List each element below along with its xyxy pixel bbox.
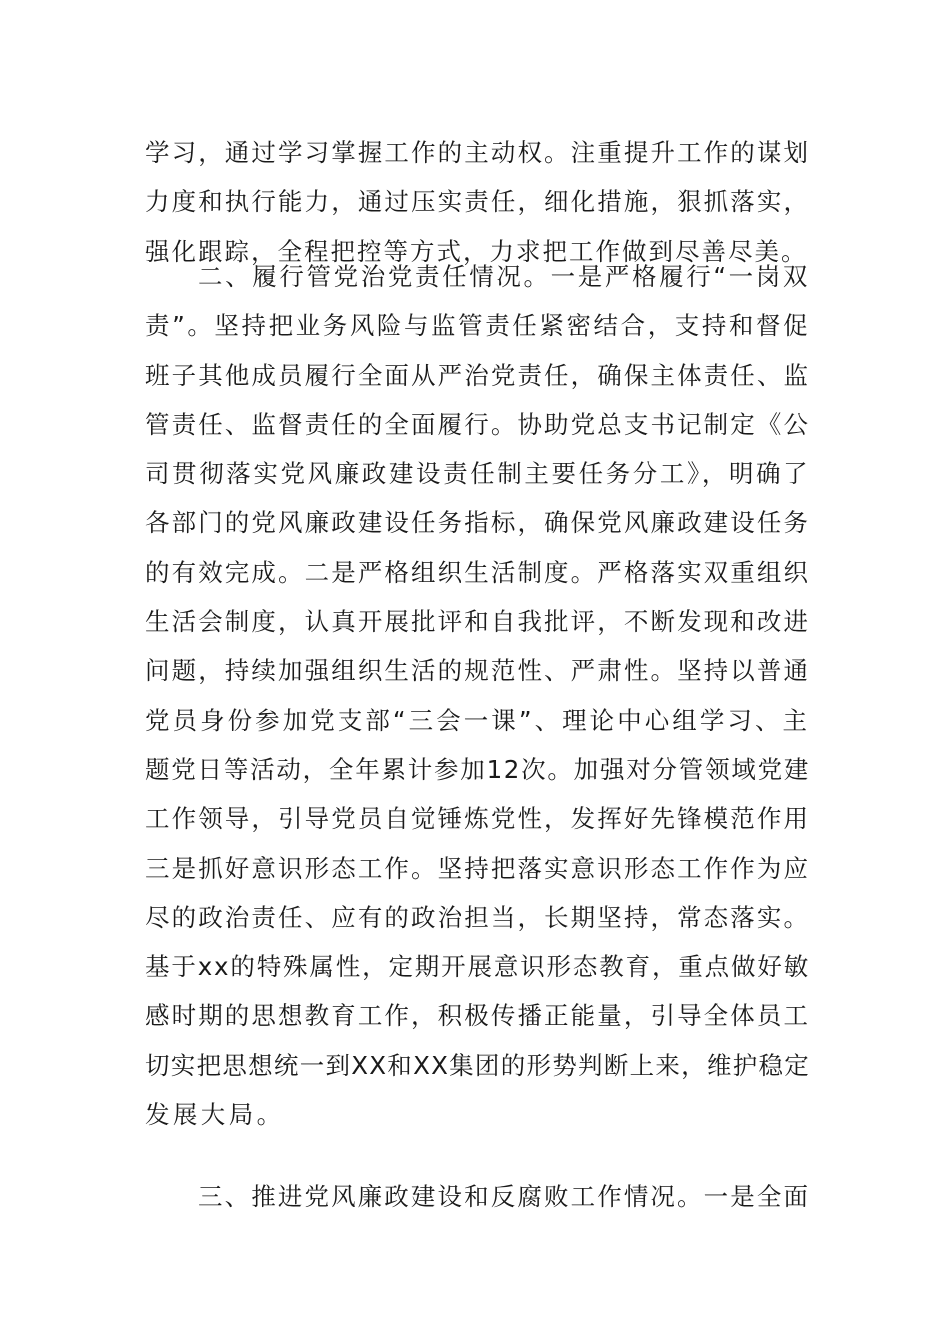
- paragraph-line: 的有效完成。二是严格组织生活制度。严格落实双重组织: [145, 557, 810, 587]
- paragraph-line: 司贯彻落实党风廉政建设责任制主要任务分工》，明确了: [145, 459, 811, 489]
- paragraph-line: 尽的政治责任、应有的政治担当，长期坚持，常态落实。: [145, 902, 810, 932]
- paragraph-line: 管责任、监督责任的全面履行。协助党总支书记制定《公: [145, 409, 810, 439]
- paragraph-line: 发展大局。: [145, 1100, 285, 1130]
- paragraph-anti-corruption: [145, 1172, 810, 1221]
- paragraph-line: 切实把思想统一到XX和XX集团的形势判断上来，维护稳定: [145, 1050, 810, 1080]
- paragraph-line: 力度和执行能力，通过压实责任，细化措施，狠抓落实，: [145, 187, 810, 217]
- paragraph-line: 学习，通过学习掌握工作的主动权。注重提升工作的谋划: [145, 138, 810, 167]
- paragraph-line: 三是抓好意识形态工作。坚持把落实意识形态工作作为应: [145, 853, 810, 883]
- paragraph-line: 工作领导，引导党员自觉锤炼党性，发挥好先锋模范作用: [145, 804, 810, 834]
- paragraph-line: 党员身份参加党支部“三会一课”、理论中心组学习、主: [145, 705, 810, 735]
- paragraph-line: 问题，持续加强组织生活的规范性、严肃性。坚持以普通: [145, 656, 810, 686]
- paragraph-line: 班子其他成员履行全面从严治党责任，确保主体责任、监: [145, 360, 810, 390]
- paragraph-line: 生活会制度，认真开展批评和自我批评，不断发现和改进: [145, 607, 810, 637]
- paragraph-line: 二、履行管党治党责任情况。一是严格履行“一岗双: [198, 262, 810, 291]
- paragraph-line: 强化跟踪，全程把控等方式，力求把工作做到尽善尽美。: [145, 236, 808, 266]
- paragraph-line: 题党日等活动，全年累计参加12次。加强对分管领域党建: [145, 754, 810, 784]
- paragraph-party-responsibility: [145, 252, 810, 1139]
- paragraph-line: 感时期的思想教育工作，积极传播正能量，引导全体员工: [145, 1001, 810, 1031]
- paragraph-line: 三、推进党风廉政建设和反腐败工作情况。一是全面: [198, 1182, 810, 1211]
- paragraph-line: 各部门的党风廉政建设任务指标，确保党风廉政建设任务: [145, 508, 810, 538]
- paragraph-line: 责”。坚持把业务风险与监管责任紧密结合，支持和督促: [145, 311, 810, 341]
- paragraph-line: 基于xx的特殊属性，定期开展意识形态教育，重点做好敏: [145, 952, 810, 982]
